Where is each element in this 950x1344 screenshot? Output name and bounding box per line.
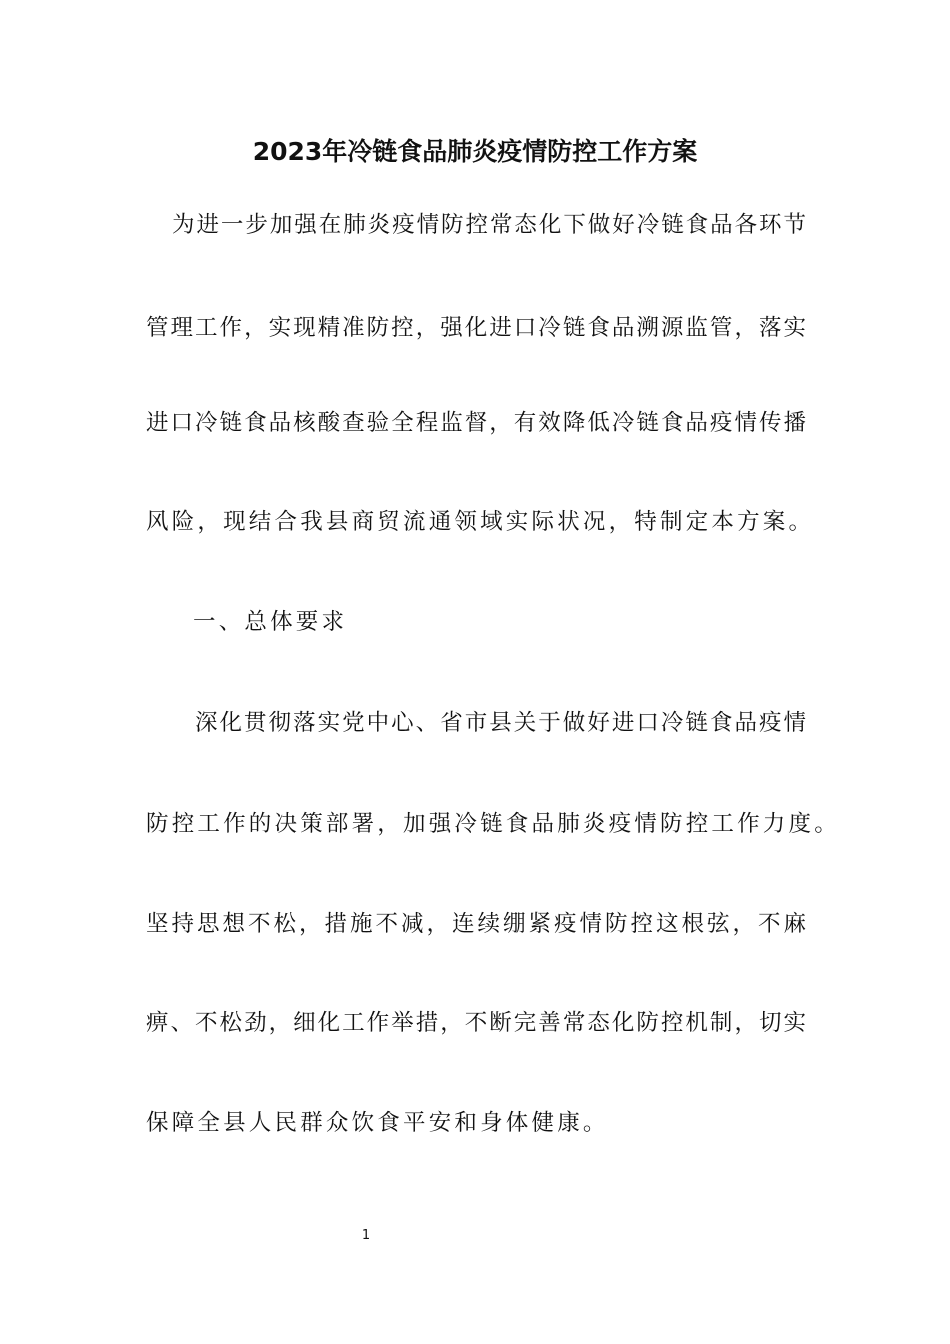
document-title: 2023年冷链食品肺炎疫情防控工作方案 [252, 137, 698, 166]
page-number: 1 [361, 1228, 371, 1243]
section-heading: 一、总体要求 [193, 609, 348, 635]
body-line-3: 坚持思想不松，措施不减，连续绷紧疫情防控这根弦，不麻 [146, 911, 806, 937]
body-line-4: 痹、不松劲，细化工作举措，不断完善常态化防控机制，切实 [146, 1010, 806, 1036]
intro-line-2: 管理工作，实现精准防控，强化进口冷链食品溯源监管，落实 [146, 315, 806, 341]
body-line-1: 深化贯彻落实党中心、省市县关于做好进口冷链食品疫情 [195, 710, 806, 736]
body-line-2: 防控工作的决策部署，加强冷链食品肺炎疫情防控工作力度。 [146, 811, 840, 837]
intro-line-1: 为进一步加强在肺炎疫情防控常态化下做好冷链食品各环节 [172, 212, 806, 238]
intro-line-4: 风险，现结合我县商贸流通领域实际状况，特制定本方案。 [146, 509, 815, 535]
body-line-5: 保障全县人民群众饮食平安和身体健康。 [146, 1110, 609, 1136]
intro-line-3: 进口冷链食品核酸查验全程监督，有效降低冷链食品疫情传播 [146, 410, 806, 436]
